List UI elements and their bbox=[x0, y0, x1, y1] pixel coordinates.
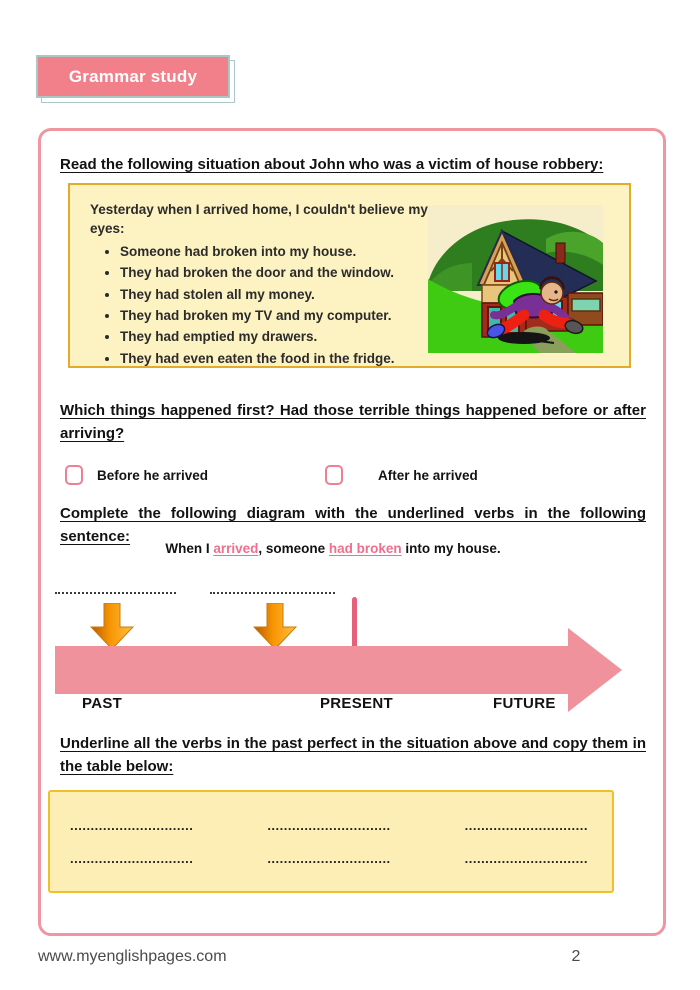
table-answer-blank[interactable]: .............................. bbox=[70, 817, 194, 833]
underlined-verb-had-broken: had broken bbox=[328, 541, 402, 556]
diagram-answer-blank-2[interactable] bbox=[210, 592, 335, 594]
sentence-part: , someone bbox=[258, 541, 329, 556]
table-answer-blank[interactable]: .............................. bbox=[464, 850, 588, 866]
down-arrow-icon bbox=[90, 603, 134, 650]
present-tick-marker bbox=[352, 597, 357, 649]
worksheet-frame bbox=[38, 128, 666, 936]
timeline-label-present: PRESENT bbox=[320, 695, 393, 712]
page-number: 2 bbox=[571, 948, 581, 965]
timeline-label-future: FUTURE bbox=[493, 695, 556, 712]
underlined-verb-arrived: arrived bbox=[213, 541, 259, 556]
situation-bullet-list bbox=[90, 243, 442, 369]
verbs-answer-table bbox=[48, 790, 614, 893]
down-arrow-icon bbox=[253, 603, 297, 650]
situation-bullet: • They had stolen all my money. bbox=[120, 286, 442, 305]
before-arrived-label: Before he arrived bbox=[97, 468, 209, 483]
badge-label: Grammar study bbox=[68, 66, 198, 86]
complete-diagram-heading: Complete the following diagram with the underlined verbs in the following sentence: bbox=[60, 505, 646, 546]
timeline-arrowhead bbox=[568, 628, 622, 712]
after-arrived-label: After he arrived bbox=[378, 468, 478, 483]
timeline-arrow-body bbox=[55, 646, 568, 694]
situation-bullet: • They had even eaten the food in the fridge. bbox=[120, 350, 442, 369]
situation-bullet: • Someone had broken into my house. bbox=[120, 243, 442, 262]
timeline-label-past: PAST bbox=[82, 695, 123, 712]
table-answer-blank[interactable]: .............................. bbox=[70, 850, 194, 866]
situation-bullet: • They had broken my TV and my computer. bbox=[120, 307, 442, 326]
grammar-study-badge bbox=[36, 55, 230, 98]
situation-bullet: • They had emptied my drawers. bbox=[120, 328, 442, 347]
sentence-part: into my house. bbox=[401, 541, 501, 556]
table-row bbox=[70, 818, 588, 833]
which-first-heading: Which things happened first? Had those terrible things happened before or after arriving? bbox=[60, 402, 646, 443]
situation-intro: Yesterday when I arrived home, I couldn't believe my eyes: bbox=[90, 202, 428, 236]
example-sentence bbox=[60, 541, 646, 556]
situation-bullet: • They had broken the door and the window. bbox=[120, 264, 442, 283]
after-arrived-checkbox[interactable] bbox=[325, 465, 343, 485]
table-row bbox=[70, 851, 588, 866]
before-arrived-checkbox[interactable] bbox=[65, 465, 83, 485]
website-url: www.myenglishpages.com bbox=[38, 948, 227, 965]
burglar-house-illustration bbox=[428, 205, 603, 353]
situation-text bbox=[90, 201, 442, 371]
table-answer-blank[interactable]: .............................. bbox=[267, 850, 391, 866]
table-answer-blank[interactable]: .............................. bbox=[267, 817, 391, 833]
situation-box bbox=[68, 183, 631, 368]
read-situation-heading: Read the following situation about John who was a victim of house robbery: bbox=[60, 156, 604, 173]
diagram-answer-blank-1[interactable] bbox=[55, 592, 176, 594]
underline-verbs-heading: Underline all the verbs in the past perfect in the situation above and copy them in the table below: bbox=[60, 735, 646, 776]
sentence-part: When I bbox=[165, 541, 214, 556]
table-answer-blank[interactable]: .............................. bbox=[464, 817, 588, 833]
